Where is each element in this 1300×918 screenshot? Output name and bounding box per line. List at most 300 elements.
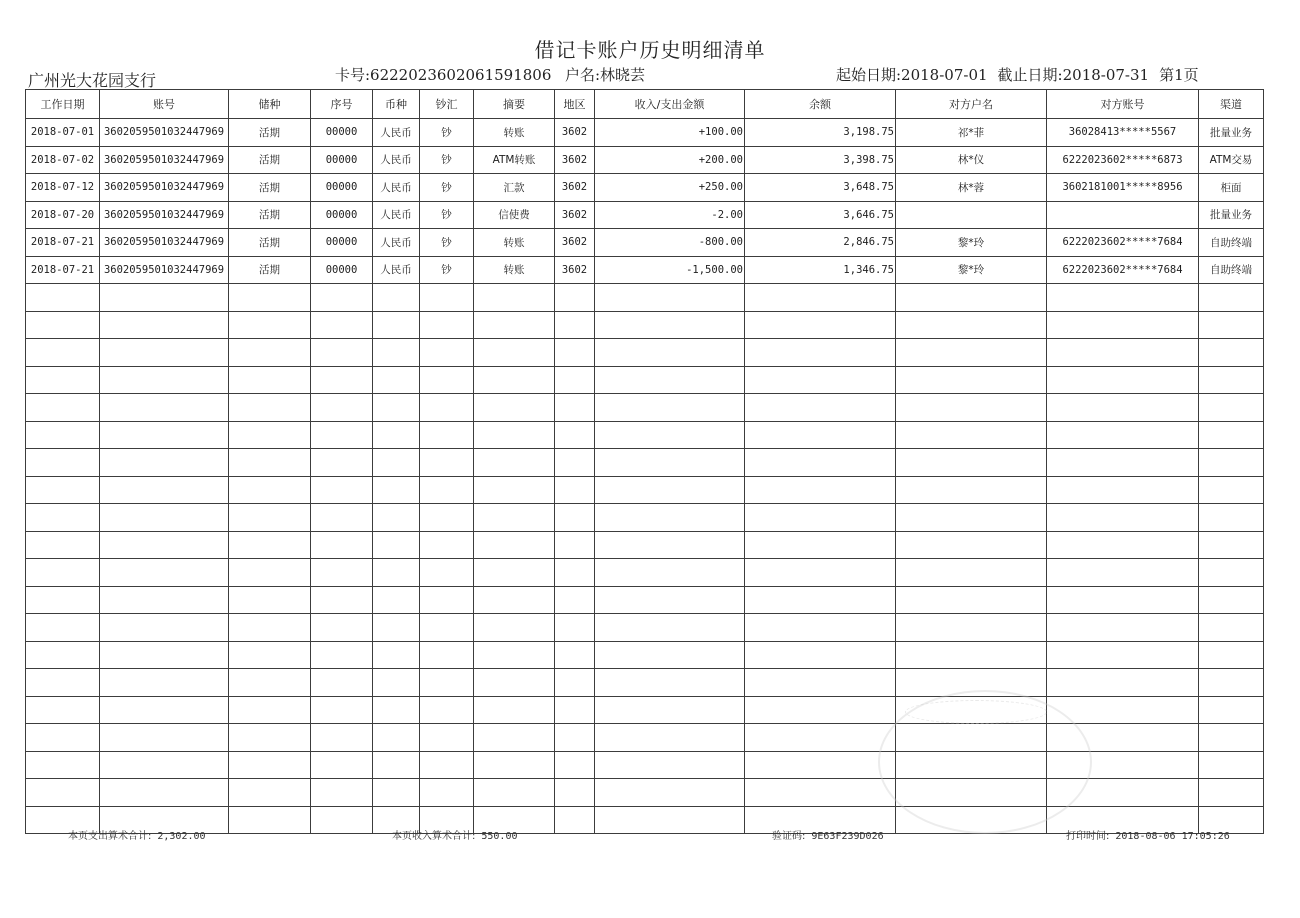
work-date-cell [26,751,100,779]
table-row [26,201,1264,229]
summary-cell: 转账 [474,229,555,257]
currency-cell [373,366,420,394]
counterparty-name-cell [896,449,1047,477]
sequence-number-cell: 00000 [311,256,373,284]
currency-cell [373,586,420,614]
counterparty-name-cell: 林*蓉 [896,174,1047,202]
cash-remit-cell [420,669,474,697]
counterparty-account-cell: 36028413*****5567 [1047,119,1199,147]
channel-cell [1199,559,1264,587]
deposit-type-cell [229,284,311,312]
region-cell: 3602 [555,146,595,174]
sequence-number-cell [311,311,373,339]
account-number-cell: 3602059501032447969 [100,256,229,284]
counterparty-account-cell [1047,586,1199,614]
channel-cell [1199,531,1264,559]
sequence-number-cell: 00000 [311,146,373,174]
channel-cell [1199,504,1264,532]
account-number-cell [100,724,229,752]
channel-cell [1199,586,1264,614]
work-date-cell [26,394,100,422]
col-header: 钞汇 [420,90,474,119]
counterparty-account-cell: 6222023602*****7684 [1047,229,1199,257]
summary-cell [474,394,555,422]
counterparty-name-cell [896,394,1047,422]
region-cell [555,669,595,697]
cash-remit-cell: 钞 [420,229,474,257]
deposit-type-cell [229,504,311,532]
col-header: 币种 [373,90,420,119]
cash-remit-cell: 钞 [420,256,474,284]
sequence-number-cell: 00000 [311,229,373,257]
region-cell [555,476,595,504]
summary-cell [474,559,555,587]
account-holder: 户名:林晓芸 [565,66,646,84]
channel-cell [1199,696,1264,724]
amount-cell [595,696,745,724]
balance-cell: 3,398.75 [745,146,896,174]
counterparty-account-cell [1047,421,1199,449]
sequence-number-cell: 00000 [311,201,373,229]
sequence-number-cell [311,724,373,752]
table-row [26,174,1264,202]
transaction-table [25,89,1264,834]
credit-total-value: 550.00 [481,831,518,842]
blank-row [26,531,1264,559]
blank-row [26,559,1264,587]
table-row [26,119,1264,147]
work-date-cell: 2018-07-02 [26,146,100,174]
summary-cell [474,284,555,312]
cash-remit-cell [420,531,474,559]
counterparty-name-cell: 林*仪 [896,146,1047,174]
account-number-cell [100,641,229,669]
counterparty-account-cell [1047,284,1199,312]
credit-total [392,827,518,842]
cash-remit-cell [420,339,474,367]
balance-cell [745,311,896,339]
blank-row [26,476,1264,504]
branch-name: 广州光大花园支行 [28,71,157,90]
cash-remit-cell [420,394,474,422]
deposit-type-cell [229,421,311,449]
cash-remit-cell: 钞 [420,146,474,174]
blank-row [26,614,1264,642]
summary-cell [474,779,555,807]
currency-cell [373,284,420,312]
summary-cell [474,586,555,614]
blank-row [26,339,1264,367]
blank-row [26,641,1264,669]
summary-cell [474,751,555,779]
sequence-number-cell [311,806,373,834]
balance-cell [745,421,896,449]
sequence-number-cell [311,779,373,807]
counterparty-account-cell [1047,531,1199,559]
balance-cell [745,531,896,559]
account-number-cell [100,394,229,422]
col-header: 对方户名 [896,90,1047,119]
channel-cell [1199,366,1264,394]
verification-code-value: 9E63F239D026 [811,831,884,842]
channel-cell [1199,421,1264,449]
table-row [26,146,1264,174]
amount-cell [595,559,745,587]
summary-cell [474,614,555,642]
amount-cell [595,751,745,779]
account-number-cell [100,751,229,779]
amount-cell [595,641,745,669]
amount-cell [595,614,745,642]
currency-cell: 人民币 [373,229,420,257]
blank-row [26,669,1264,697]
region-cell [555,449,595,477]
verification-code [772,827,884,842]
account-number-cell [100,696,229,724]
deposit-type-cell [229,806,311,834]
counterparty-name-cell [896,284,1047,312]
sequence-number-cell [311,669,373,697]
cash-remit-cell [420,779,474,807]
counterparty-account-cell [1047,449,1199,477]
work-date-cell [26,696,100,724]
counterparty-account-cell [1047,201,1199,229]
region-cell [555,559,595,587]
region-cell: 3602 [555,174,595,202]
deposit-type-cell [229,641,311,669]
counterparty-name-cell [896,614,1047,642]
region-cell [555,504,595,532]
balance-cell [745,586,896,614]
account-number-cell [100,449,229,477]
sequence-number-cell [311,449,373,477]
counterparty-name-cell [896,476,1047,504]
deposit-type-cell [229,366,311,394]
currency-cell: 人民币 [373,174,420,202]
work-date-cell [26,366,100,394]
amount-cell [595,449,745,477]
work-date-cell: 2018-07-01 [26,119,100,147]
channel-cell [1199,751,1264,779]
region-cell [555,421,595,449]
account-number-cell [100,421,229,449]
counterparty-name-cell: 祁*菲 [896,119,1047,147]
debit-total [68,827,206,842]
currency-cell: 人民币 [373,119,420,147]
summary-cell [474,504,555,532]
sequence-number-cell [311,696,373,724]
counterparty-account-cell [1047,311,1199,339]
account-number-cell [100,476,229,504]
sequence-number-cell [311,394,373,422]
channel-cell [1199,669,1264,697]
blank-row [26,586,1264,614]
cash-remit-cell [420,586,474,614]
counterparty-account-cell [1047,366,1199,394]
deposit-type-cell [229,724,311,752]
counterparty-name-cell: 黎*玲 [896,256,1047,284]
deposit-type-cell [229,449,311,477]
table-row [26,229,1264,257]
currency-cell [373,696,420,724]
work-date-cell [26,641,100,669]
cash-remit-cell [420,311,474,339]
amount-cell [595,586,745,614]
deposit-type-cell [229,394,311,422]
currency-cell: 人民币 [373,146,420,174]
region-cell [555,366,595,394]
amount-cell: +100.00 [595,119,745,147]
balance-cell [745,449,896,477]
region-cell [555,696,595,724]
cash-remit-cell [420,476,474,504]
work-date-cell: 2018-07-21 [26,256,100,284]
col-header: 余额 [745,90,896,119]
work-date-cell: 2018-07-20 [26,201,100,229]
col-header: 地区 [555,90,595,119]
blank-row [26,284,1264,312]
table-header-row [26,90,1264,119]
amount-cell: +250.00 [595,174,745,202]
summary-cell [474,311,555,339]
work-date-cell [26,614,100,642]
amount-cell [595,669,745,697]
work-date-cell [26,339,100,367]
amount-cell [595,394,745,422]
print-time-value: 2018-08-06 17:05:26 [1115,831,1230,842]
blank-row [26,504,1264,532]
verification-code-label: 验证码: [772,831,806,842]
cash-remit-cell [420,559,474,587]
sequence-number-cell [311,504,373,532]
col-header: 储种 [229,90,311,119]
amount-cell [595,311,745,339]
sequence-number-cell: 00000 [311,174,373,202]
region-cell: 3602 [555,119,595,147]
col-header: 工作日期 [26,90,100,119]
counterparty-name-cell [896,641,1047,669]
counterparty-name-cell [896,421,1047,449]
deposit-type-cell [229,339,311,367]
balance-cell [745,394,896,422]
currency-cell [373,449,420,477]
counterparty-account-cell: 6222023602*****7684 [1047,256,1199,284]
account-number-cell [100,559,229,587]
channel-cell [1199,311,1264,339]
channel-cell: 自助终端 [1199,256,1264,284]
currency-cell [373,641,420,669]
sequence-number-cell [311,751,373,779]
channel-cell: 柜面 [1199,174,1264,202]
work-date-cell [26,531,100,559]
blank-row [26,394,1264,422]
credit-total-label: 本页收入算术合计: [392,831,476,842]
summary-cell [474,421,555,449]
deposit-type-cell: 活期 [229,256,311,284]
summary-cell: 信使费 [474,201,555,229]
start-date: 起始日期:2018-07-01 [836,66,988,84]
sequence-number-cell [311,366,373,394]
balance-cell [745,559,896,587]
counterparty-account-cell [1047,559,1199,587]
amount-cell [595,339,745,367]
summary-cell [474,669,555,697]
region-cell [555,284,595,312]
balance-cell: 1,346.75 [745,256,896,284]
cash-remit-cell: 钞 [420,119,474,147]
channel-cell: 批量业务 [1199,119,1264,147]
currency-cell [373,779,420,807]
cash-remit-cell [420,641,474,669]
region-cell [555,394,595,422]
amount-cell [595,779,745,807]
balance-cell [745,476,896,504]
summary-cell [474,641,555,669]
currency-cell [373,559,420,587]
balance-cell [745,669,896,697]
counterparty-name-cell [896,311,1047,339]
currency-cell [373,531,420,559]
work-date-cell [26,504,100,532]
amount-cell: -1,500.00 [595,256,745,284]
blank-row [26,311,1264,339]
work-date-cell [26,449,100,477]
counterparty-account-cell: 3602181001*****8956 [1047,174,1199,202]
account-number-cell [100,311,229,339]
amount-cell [595,476,745,504]
channel-cell [1199,724,1264,752]
summary-cell [474,724,555,752]
counterparty-name-cell [896,531,1047,559]
balance-cell [745,366,896,394]
channel-cell: 自助终端 [1199,229,1264,257]
amount-cell [595,284,745,312]
channel-cell [1199,614,1264,642]
deposit-type-cell [229,476,311,504]
deposit-type-cell: 活期 [229,174,311,202]
region-cell [555,531,595,559]
counterparty-account-cell [1047,504,1199,532]
date-range [836,64,1209,85]
channel-cell: ATM交易 [1199,146,1264,174]
debit-total-value: 2,302.00 [157,831,206,842]
deposit-type-cell: 活期 [229,119,311,147]
account-number-cell [100,614,229,642]
cash-remit-cell [420,366,474,394]
currency-cell [373,669,420,697]
amount-cell [595,504,745,532]
currency-cell [373,504,420,532]
amount-cell: -2.00 [595,201,745,229]
account-number-cell [100,531,229,559]
deposit-type-cell [229,696,311,724]
balance-cell [745,724,896,752]
work-date-cell [26,669,100,697]
deposit-type-cell: 活期 [229,201,311,229]
counterparty-name-cell [896,504,1047,532]
summary-cell: ATM转账 [474,146,555,174]
account-number-cell [100,366,229,394]
counterparty-account-cell [1047,641,1199,669]
amount-cell: +200.00 [595,146,745,174]
counterparty-name-cell [896,586,1047,614]
page-number: 第1页 [1159,66,1199,84]
channel-cell [1199,284,1264,312]
sequence-number-cell [311,339,373,367]
channel-cell [1199,476,1264,504]
balance-cell [745,504,896,532]
sequence-number-cell [311,421,373,449]
cash-remit-cell: 钞 [420,174,474,202]
balance-cell: 2,846.75 [745,229,896,257]
counterparty-account-cell [1047,614,1199,642]
cash-remit-cell [420,751,474,779]
counterparty-account-cell [1047,394,1199,422]
region-cell: 3602 [555,229,595,257]
counterparty-name-cell [896,339,1047,367]
currency-cell [373,614,420,642]
account-number-cell [100,669,229,697]
col-header: 收入/支出金额 [595,90,745,119]
balance-cell [745,614,896,642]
currency-cell [373,421,420,449]
account-number-cell: 3602059501032447969 [100,174,229,202]
currency-cell: 人民币 [373,201,420,229]
work-date-cell [26,311,100,339]
region-cell [555,586,595,614]
summary-cell: 转账 [474,119,555,147]
sequence-number-cell [311,476,373,504]
balance-cell: 3,198.75 [745,119,896,147]
channel-cell [1199,779,1264,807]
blank-row [26,366,1264,394]
region-cell [555,806,595,834]
deposit-type-cell [229,614,311,642]
summary-cell [474,531,555,559]
sequence-number-cell [311,641,373,669]
cash-remit-cell [420,504,474,532]
counterparty-name-cell [896,366,1047,394]
sequence-number-cell [311,531,373,559]
statement-title: 借记卡账户历史明细清单 [534,38,766,62]
work-date-cell [26,421,100,449]
deposit-type-cell: 活期 [229,229,311,257]
col-header: 对方账号 [1047,90,1199,119]
debit-total-label: 本页支出算术合计: [68,831,152,842]
counterparty-account-cell: 6222023602*****6873 [1047,146,1199,174]
deposit-type-cell [229,559,311,587]
blank-row [26,421,1264,449]
cash-remit-cell [420,614,474,642]
summary-cell [474,696,555,724]
balance-cell [745,641,896,669]
counterparty-account-cell [1047,476,1199,504]
blank-row [26,696,1264,724]
work-date-cell [26,476,100,504]
deposit-type-cell [229,586,311,614]
account-number-cell [100,586,229,614]
work-date-cell [26,586,100,614]
cash-remit-cell [420,724,474,752]
currency-cell [373,339,420,367]
region-cell [555,724,595,752]
region-cell [555,339,595,367]
channel-cell [1199,339,1264,367]
summary-cell: 转账 [474,256,555,284]
amount-cell [595,531,745,559]
currency-cell: 人民币 [373,256,420,284]
print-time-label: 打印时间: [1066,831,1110,842]
